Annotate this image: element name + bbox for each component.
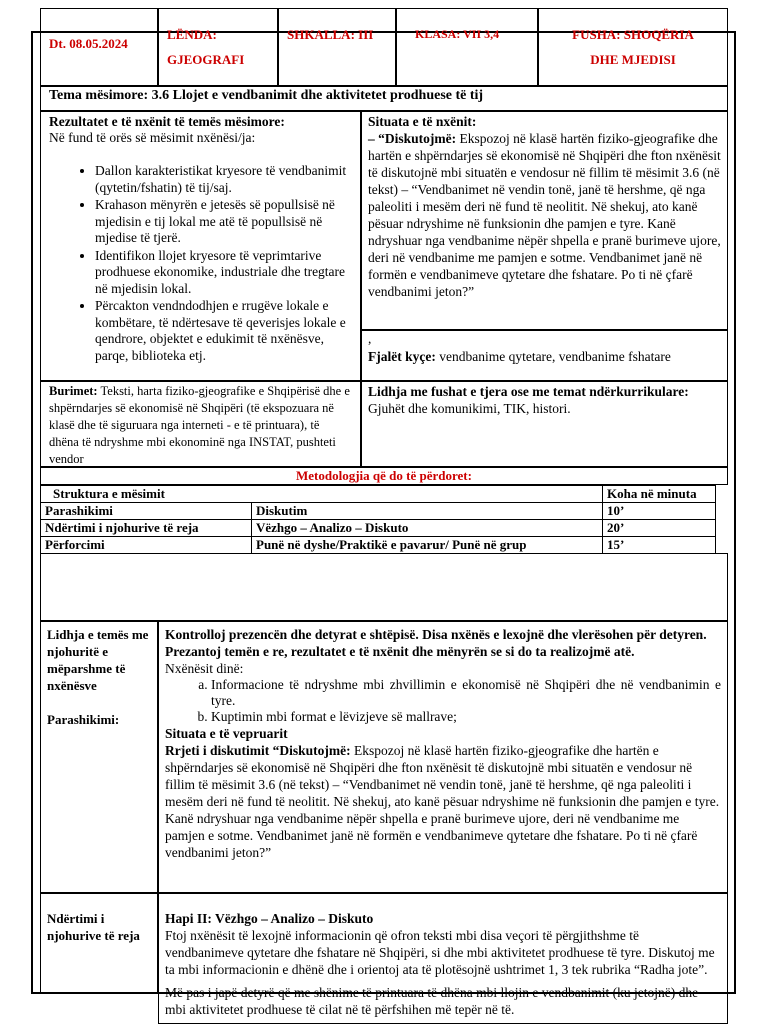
- phase-cell: Ndërtimi i njohurive të reja: [41, 520, 252, 537]
- sources-text: Teksti, harta fiziko-gjeografike e Shqipërisë dhe e shpërndarjes së ekonomisë në Shqipëri (të ekspozuara në klasë dhe të siguruara nga interneti - e të printuara), të dhëna të ndryshme mbi ekonominë nga INSTAT, pushteti vendor: [49, 384, 350, 466]
- outcomes-cell: [40, 111, 361, 381]
- time-cell: 20’: [603, 520, 716, 537]
- structure-table: [40, 485, 716, 554]
- prior-list: [165, 677, 721, 725]
- prior-item: b. Kuptimin mbi format e lëvizjeve së mallrave;: [211, 709, 721, 725]
- class-label: KLASA: VII 3,4: [415, 27, 500, 41]
- outcome-item: • Përcakton vendndodhjen e rrugëve lokale e kombëtare, të ndërtesave të qeverisjes lokale e qendrore, objektet e edukimit të nxënësve, parqe, biblioteka etj.: [95, 298, 352, 364]
- keywords-text: [368, 349, 721, 365]
- prior-label: Lidhja e temës me njohuritë e mëparshme të nxënësve: [47, 627, 149, 693]
- time-cell: 15’: [603, 537, 716, 554]
- methodology-title: Metodologjia që do të përdoret:: [296, 468, 472, 483]
- building-text: Ftoj nxënësit të lexojnë informacionin që ofron teksti mbi disa veçori të përgjithshme të vendbanimeve qytetare dhe fshatare në Shqipëri, si dhe mbi aktivitetet prodhuese të tyre. Diskutoj me ta mbi informacionin e dhënë dhe i orientoj ata të plotësojnë ushtrimet 1, 3 tek rubrika “Radha jote”.: [165, 928, 715, 977]
- phase-cell: Përforcimi: [41, 537, 252, 554]
- building-label-cell: [40, 893, 158, 994]
- prior-p3: Nxënësit dinë:: [165, 661, 244, 676]
- field-cell: [538, 8, 728, 86]
- method-cell: Punë në dyshe/Praktikë e pavarur/ Punë në grup: [252, 537, 603, 554]
- prior-item: a. Informacione të ndryshme mbi zhvillimin e ekonomisë në Shqipëri dhe në vendbanimin e tyre.: [211, 677, 721, 709]
- table-row: [41, 537, 716, 554]
- spacer-block: [40, 553, 728, 621]
- situation-body: Ekspozoj në klasë hartën fiziko-gjeografike dhe hartën e shpërndarjes së ekonomisë në Shqipëri dhe fton nxënësit të diskutojnë mbi situatën e vendosur në fillim të mësimit 3.6 (në tekst) – “Vendbanimet në vendin tonë, janë të hershme, që nga paleoliti i mesëm deri në fund të neolitit. Në shekuj, ato kanë pësuar ndryshime në funksionin dhe pamjen e tyre. Kanë ndryshuar nga vendbanime nëpër shpella e pranë burimeve ujore, deri në vendbanime me pamjen e sotme. Vendbanimet janë në formën e vendbanimeve qytetare dhe fshatare. Po ti në çfarë vendbanimi jeton?”: [368, 131, 721, 299]
- date-cell: [40, 8, 158, 86]
- field-value: DHE MJEDISI: [590, 52, 676, 67]
- situation-lead: – “Diskutojmë:: [368, 131, 457, 146]
- method-cell: Diskutim: [252, 503, 603, 520]
- outcome-item: • Identifikon llojet kryesore të veprimtarive prodhuese ekonomike, industriale dhe tregtare në mjedisin lokal.: [95, 248, 352, 298]
- building-overflow: Më pas i japë detyrë që me shënime të printuara të dhëna mbi llojin e vendbanimit (ku jetojnë) dhe mbi aktivitetet prodhuese të cilat në të përfshihen më tepër në të.: [165, 985, 699, 1017]
- lesson-topic: Tema mësimore: 3.6 Llojet e vendbanimit dhe aktivitetet prodhuese të tij: [49, 88, 484, 103]
- lesson-date: Dt. 08.05.2024: [49, 36, 128, 51]
- grade-cell: [278, 8, 396, 86]
- structure-header: Struktura e mësimit: [41, 486, 603, 503]
- outcomes-list: [49, 163, 352, 364]
- keywords-value: vendbanime qytetare, vendbanime fshatare: [435, 349, 671, 364]
- prior-sublabel: Parashikimi:: [47, 712, 120, 727]
- building-content-cell: [158, 893, 728, 1024]
- situation-cell: [361, 111, 728, 330]
- prior-situation-text: [165, 742, 721, 861]
- time-header: Koha në minuta: [603, 486, 716, 503]
- outcome-item: • Krahason mënyrën e jetesës së popullsisë në mjedisin e tij lokal me atë të popullsisë në mjedise të tjerë.: [95, 197, 352, 247]
- situation-title: Situata e të nxënit:: [368, 114, 477, 129]
- links-label: Lidhja me fushat e tjera ose me temat ndërkurrikulare:: [368, 384, 689, 399]
- keywords-mark: ,: [368, 331, 372, 346]
- table-row: [41, 520, 716, 537]
- subject-label: LËNDA:: [167, 27, 217, 42]
- prior-p2: Prezantoj temën e re, rezultatet e të nxënit dhe mënyrën se si do ta realizojmë atë.: [165, 644, 635, 659]
- structure-header-row: [41, 486, 716, 503]
- prior-label-cell: [40, 621, 158, 893]
- outcome-item: • Dallon karakteristikat kryesore të vendbanimit (qytetin/fshatin) të tij/saj.: [95, 163, 352, 196]
- class-cell: [396, 8, 538, 86]
- links-text: Gjuhët dhe komunikimi, TIK, histori.: [368, 401, 571, 416]
- building-label: Ndërtimi i njohurive të reja: [47, 911, 140, 943]
- keywords-cell: [361, 330, 728, 381]
- prior-content-cell: [158, 621, 728, 893]
- subject-value: GJEOGRAFI: [167, 52, 245, 67]
- field-label: FUSHA: SHOQËRIA: [572, 27, 694, 42]
- outcomes-title: Rezultatet e të nxënit të temës mësimore:: [49, 114, 285, 129]
- method-cell: Vëzhgo – Analizo – Diskuto: [252, 520, 603, 537]
- prior-situation-title: Situata e të vepruarit: [165, 726, 288, 741]
- methodology-row: [40, 467, 728, 485]
- phase-cell: Parashikimi: [41, 503, 252, 520]
- outcomes-intro: Në fund të orës së mësimit nxënësi/ja:: [49, 130, 256, 145]
- topic-row: [40, 86, 728, 111]
- building-step-title: Hapi II: Vëzhgo – Analizo – Diskuto: [165, 911, 374, 926]
- situation-text: [368, 130, 721, 300]
- sources-label: Burimet:: [49, 384, 98, 398]
- links-cell: [361, 381, 728, 467]
- prior-situation-lead: Rrjeti i diskutimit “Diskutojmë:: [165, 743, 351, 758]
- sources-cell: [40, 381, 361, 467]
- prior-situation-body: Ekspozoj në klasë hartën fiziko-gjeografike dhe hartën e shpërndarjes së ekonomisë në Shqipëri dhe fton nxënësit të diskutojnë mbi situatën e vendosur në fillim të mësimit 3.6 (në tekst) – “Vendbanimet në vendin tonë, janë të hershme, që nga paleoliti i mesëm deri në fund të neolitit. Në shekuj, ato kanë pësuar ndryshime në funksionin dhe pamjen e tyre. Kanë ndryshuar nga vendbanime nëpër shpella e pranë burimeve ujore, deri në vendbanime me pamjen e sotme. Vendbanimet janë në formën e vendbanimeve qytetare dhe fshatare. Po ti në çfarë vendbanimi jeton?”: [165, 743, 720, 860]
- grade-label: SHKALLA: III: [287, 27, 374, 42]
- time-cell: 10’: [603, 503, 716, 520]
- keywords-label: Fjalët kyçe:: [368, 349, 436, 364]
- subject-cell: [158, 8, 278, 86]
- table-row: [41, 503, 716, 520]
- prior-p1: Kontrolloj prezencën dhe detyrat e shtëpisë. Disa nxënës e lexojnë dhe vlerësohen për detyren.: [165, 627, 707, 642]
